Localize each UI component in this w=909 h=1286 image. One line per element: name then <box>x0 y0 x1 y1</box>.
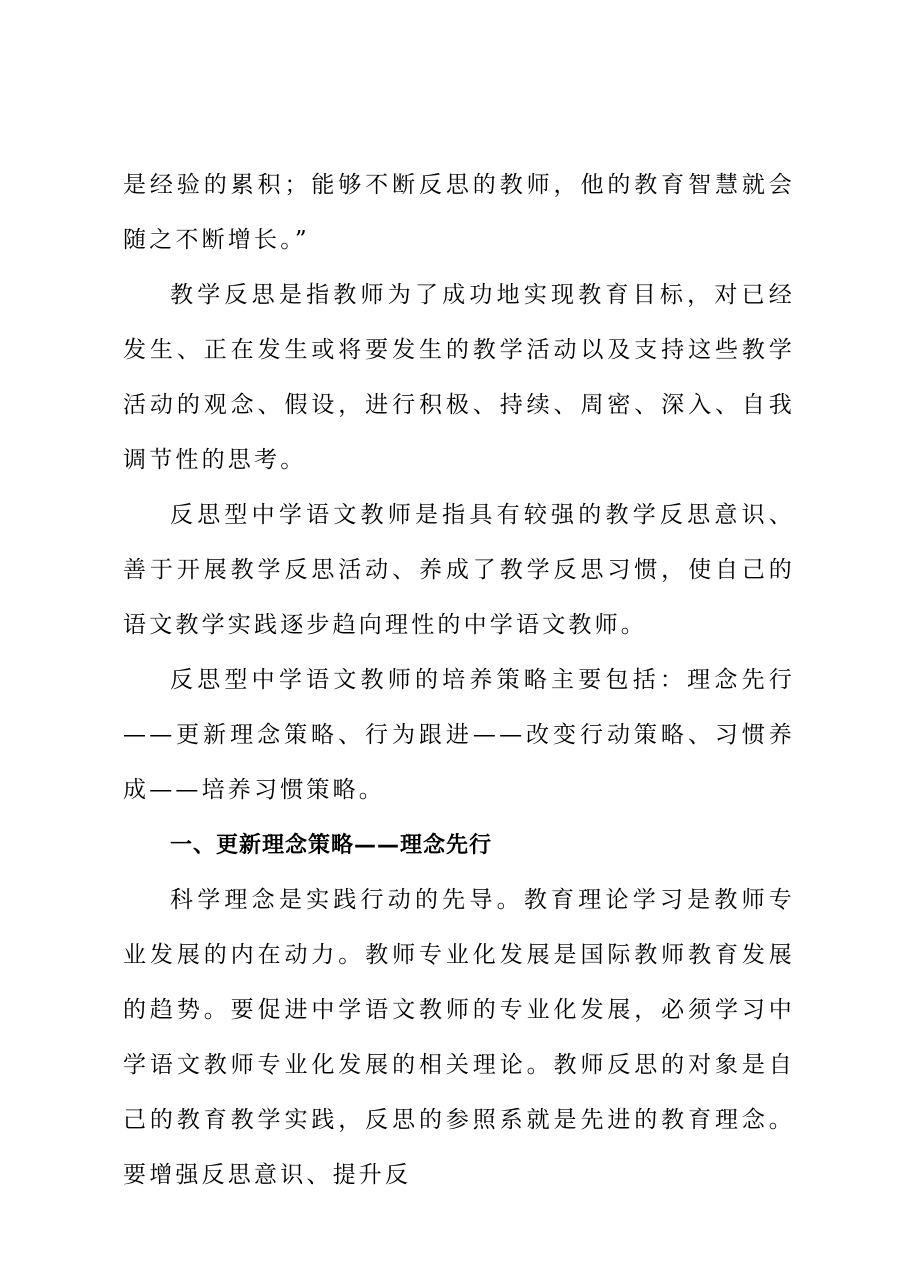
paragraph-teaching-reflection-definition: 教学反思是指教师为了成功地实现教育目标，对已经发生、正在发生或将要发生的教学活动以及支持这些教学活动的观念、假设，进行积极、持续、周密、深入、自我调节性的思考。 <box>123 282 795 473</box>
section-heading-1: 一、更新理念策略——理念先行 <box>170 833 493 858</box>
paragraph-continuation: 是经验的累积；能够不断反思的教师，他的教育智慧就会随之不断增长。” <box>123 172 795 253</box>
paragraph-section-1: 科学理念是实践行动的先导。教育理论学习是教师专业发展的内在动力。教师专业化发展是国际教师教育发展的趋势。要促进中学语文教师的专业化发展，必须学习中学语文教师专业化发展的相关理论。教师反思的对象是自己的教育教学实践，反思的参照系就是先进的教育理念。要增强反思意识、提升反 <box>123 887 795 1188</box>
paragraph-reflective-teacher-definition: 反思型中学语文教师是指具有较强的教学反思意识、善于开展教学反思活动、养成了教学反思习惯，使自己的语文教学实践逐步趋向理性的中学语文教师。 <box>123 502 795 638</box>
paragraph-cultivation-strategies: 反思型中学语文教师的培养策略主要包括：理念先行——更新理念策略、行为跟进——改变行动策略、习惯养成——培养习惯策略。 <box>123 667 795 803</box>
document-body <box>123 158 795 1203</box>
